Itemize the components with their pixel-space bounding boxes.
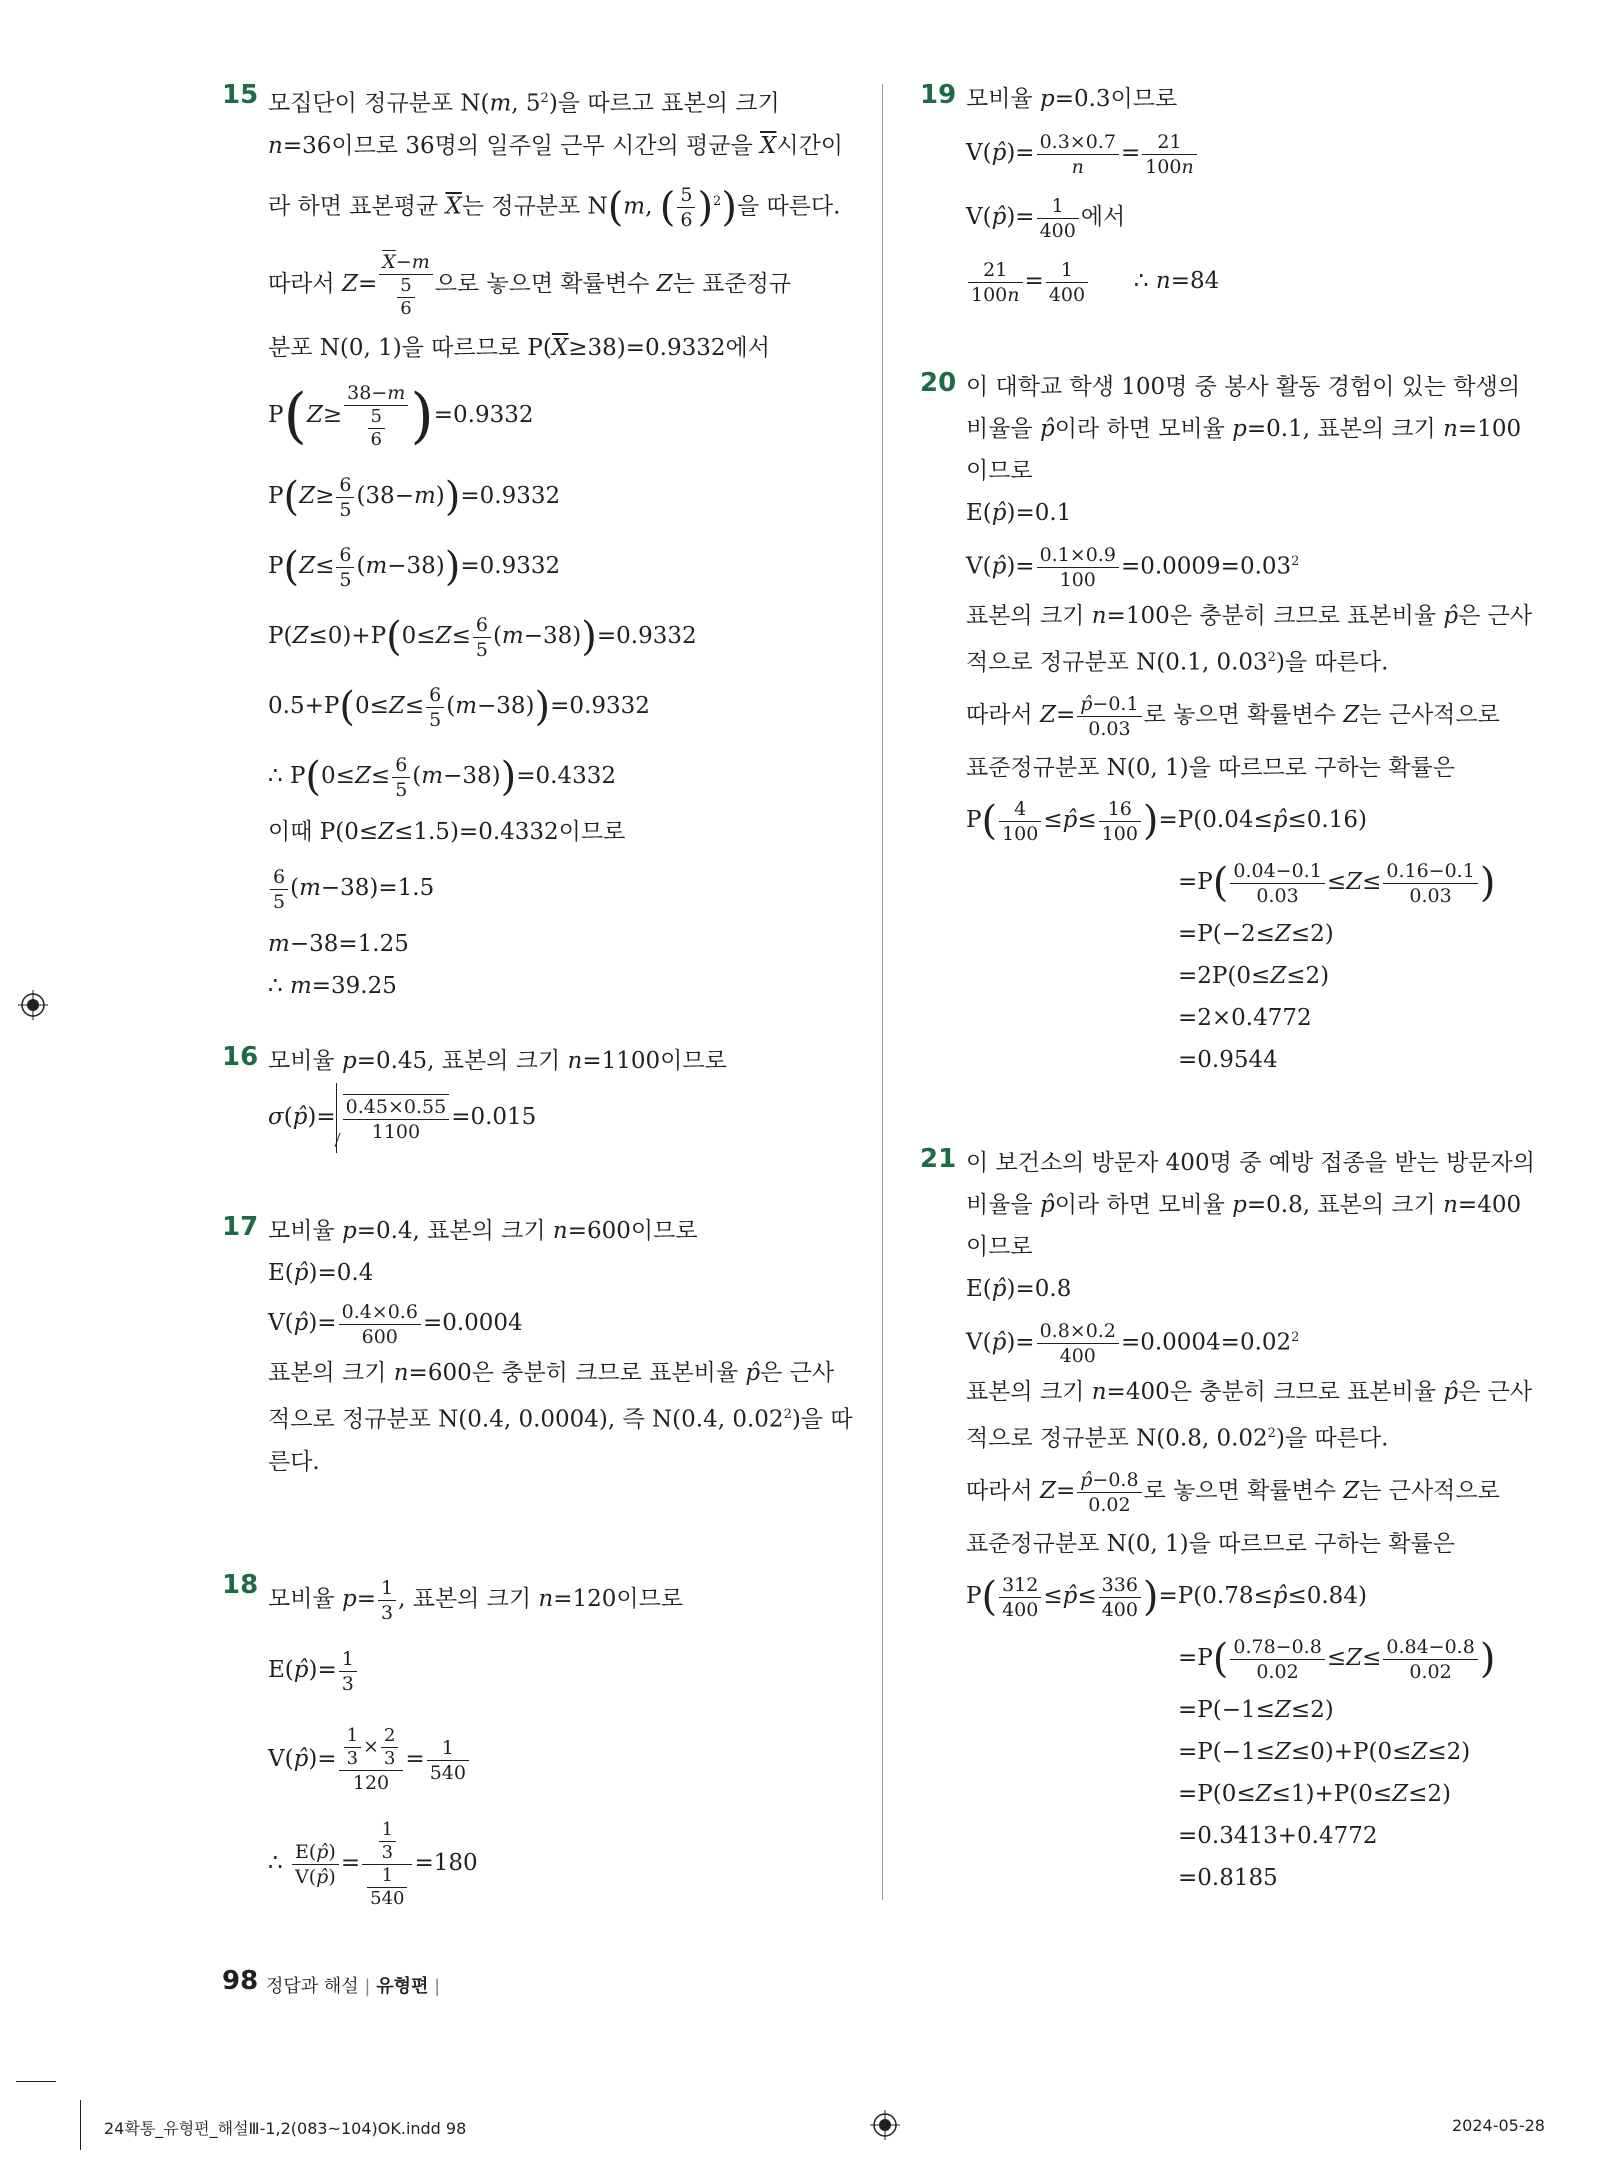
- solution-line: V(p̂)= $\frac{0.4\times 0.6}{600}$ =0.0004: [268, 1300, 523, 1348]
- solution-line: 적으로 정규분포 N(0.8, 0.02$^2$)을 따른다.: [966, 1425, 1389, 1452]
- problem-body: [966, 78, 1566, 314]
- solution-line: V(p̂)= $\frac{0.1\times 0.9}{100}$ $=0.0009=0.03^2$: [966, 544, 1300, 592]
- problem-number: 21: [920, 1144, 957, 1174]
- crop-mark: [16, 2081, 56, 2082]
- solution-line: 이 대학교 학생 100명 중 봉사 활동 경험이 있는 학생의: [966, 374, 1521, 400]
- solution-line: =P(−1≤Z≤0)+P(0≤Z≤2): [1178, 1739, 1471, 1766]
- solution-line: 이므로: [966, 458, 1033, 484]
- solution-line: E(p̂)=0.1: [966, 500, 1072, 526]
- problem-number: 19: [920, 80, 957, 110]
- problem-number: 17: [222, 1212, 259, 1242]
- problem-number: 20: [920, 368, 957, 398]
- solution-line: 적으로 정규분포 N(0.4, 0.0004), 즉 N(0.4, 0.02$^2$)을 따: [268, 1406, 853, 1433]
- solution-line: E(p̂)=0.4: [268, 1260, 374, 1286]
- problem-body: [268, 78, 868, 1007]
- solution-line: =0.3413+0.4772: [1178, 1823, 1378, 1850]
- solution-line: =2P(0≤Z≤2): [1178, 963, 1330, 990]
- solution-line: 른다.: [268, 1448, 320, 1475]
- solution-line: P(Z≥ $\frac{38-m}{\frac{5}{6}}$ )=0.9332: [268, 381, 534, 452]
- solution-line: 표본의 크기 n=100은 충분히 크므로 표본비율 p̂은 근사: [966, 602, 1533, 629]
- problem-body: [268, 1568, 868, 1918]
- page-number: 98: [222, 1966, 259, 1996]
- solution-line: 따라서 Z= $\frac{\overline{X}-m}{\frac{5}{6}}$ 으로 놓으면 확률변수 Z는 표준정규: [268, 251, 792, 320]
- solution-line: 모비율 p=0.4, 표본의 크기 n=600이므로: [268, 1218, 698, 1244]
- solution-line: m−38=1.25: [268, 931, 409, 958]
- solution-line: ∴ $\frac{E(p̂)}{V(p̂)}$ = $\frac{\frac{1}{3}}{\frac{1}{540}}$ =180: [268, 1818, 478, 1909]
- part-separator: |: [434, 1976, 441, 1997]
- problem-number: 15: [222, 80, 259, 110]
- solution-line: V(p̂)= $\frac{1}{400}$ 에서: [966, 194, 1126, 242]
- solution-line: =0.9544: [1178, 1047, 1278, 1074]
- problem-body: [268, 1040, 868, 1153]
- solution-line: P( $\frac{4}{100}$ ≤p̂≤ $\frac{16}{100}$ )=P(0.04≤p̂≤0.16): [966, 797, 1367, 845]
- solution-line: 표본의 크기 n=600은 충분히 크므로 표본비율 p̂은 근사: [268, 1360, 835, 1386]
- solution-line: ∴ P(0≤Z≤ $\frac{6}{5}$ (m−38))=0.4332: [268, 753, 616, 801]
- solution-line: =P( $\frac{0.04-0.1}{0.03}$ ≤Z≤ $\frac{0.16-0.1}{0.03}$ ): [1178, 859, 1496, 907]
- problem-number: 16: [222, 1042, 259, 1072]
- solution-line: P(Z≤ $\frac{6}{5}$ (m−38))=0.9332: [268, 543, 561, 591]
- solution-line: σ(p̂)= $\frac{0.45\times 0.55}{1100}$ =0.015: [268, 1082, 868, 1153]
- solution-line: 표준정규분포 N(0, 1)을 따르므로 구하는 확률은: [966, 1531, 1455, 1558]
- solution-line: 라 하면 표본평균 $\overline{X}$는 정규분포 N(m, ( $\frac{5}{6}$ )$^2$)을 따른다.: [268, 183, 841, 231]
- solution-line: 비율을 p̂이라 하면 모비율 p=0.8, 표본의 크기 n=400: [966, 1192, 1522, 1218]
- crop-mark: [80, 2100, 81, 2150]
- solution-line: P( $\frac{312}{400}$ ≤p̂≤ $\frac{336}{400}$ )=P(0.78≤p̂≤0.84): [966, 1573, 1367, 1621]
- solution-line: 이므로: [966, 1234, 1033, 1260]
- problem-body: [966, 1142, 1566, 1899]
- solution-line: 모비율 p=0.45, 표본의 크기 n=1100이므로: [268, 1048, 727, 1074]
- solution-line: V(p̂)= $\frac{0.3\times 0.7}{n}$ = $\frac{21}{100n}$: [966, 120, 1566, 186]
- solution-line: V(p̂)= $\frac{0.8\times 0.2}{400}$ $=0.0004=0.02^2$: [966, 1320, 1300, 1368]
- solution-line: 따라서 Z= $\frac{p̂-0.8}{0.02}$ 로 놓으면 확률변수 Z는 근사적으로: [966, 1468, 1500, 1516]
- solution-line: 모비율 p=0.3이므로: [966, 86, 1178, 112]
- registration-mark-icon: [18, 990, 48, 1020]
- solution-line: P(Z≤0)+P(0≤Z≤ $\frac{6}{5}$ (m−38))=0.9332: [268, 613, 697, 661]
- problem-body: [966, 366, 1566, 1081]
- solution-line: =2×0.4772: [1178, 1005, 1312, 1032]
- solution-line: $\frac{6}{5}$ (m−38)=1.5: [268, 853, 868, 923]
- solution-line: 따라서 Z= $\frac{p̂-0.1}{0.03}$ 로 놓으면 확률변수 Z는 근사적으로: [966, 692, 1500, 740]
- solution-line: 이때 P(0≤Z≤1.5)=0.4332이므로: [268, 819, 626, 846]
- solution-line: 적으로 정규분포 N(0.1, 0.03$^2$)을 따른다.: [966, 649, 1389, 676]
- part-label: 유형편: [376, 1976, 429, 1997]
- solution-line: V(p̂)= $\frac{1}{3}$ × $\frac{2}{3}$ 120 = $\frac{1}{540}$: [268, 1710, 868, 1808]
- solution-line: E(p̂)=0.8: [966, 1276, 1072, 1302]
- solution-line: 표본의 크기 n=400은 충분히 크므로 표본비율 p̂은 근사: [966, 1378, 1533, 1405]
- solution-line: 모집단이 정규분포 N(m, $5^2$)을 따르고 표본의 크기: [268, 90, 780, 117]
- solution-line: ∴ m=39.25: [268, 973, 397, 1000]
- solution-line: 이 보건소의 방문자 400명 중 예방 접종을 받는 방문자의: [966, 1150, 1535, 1176]
- print-file-info: 24확통_유형편_해설Ⅲ-1,2(083~104)OK.indd 98: [104, 2119, 467, 2138]
- solution-line: 분포 N(0, 1)을 따르므로 $P(\overline{X}\ge 38)=0.9332$에서: [268, 335, 770, 362]
- problem-body: [268, 1210, 868, 1483]
- footer-section-label: [266, 1972, 440, 1998]
- solution-line: $\frac{21}{100n}$ = $\frac{1}{400}$ ∴ n=84: [966, 248, 1566, 314]
- solution-line: =P(−1≤Z≤2): [1178, 1697, 1334, 1724]
- solution-line: P(Z≥ $\frac{6}{5}$ (38−m))=0.9332: [268, 473, 561, 521]
- registration-mark-icon: [870, 2110, 900, 2140]
- solution-line: =P( $\frac{0.78-0.8}{0.02}$ ≤Z≤ $\frac{0.84-0.8}{0.02}$ ): [1178, 1635, 1496, 1683]
- solution-line: =P(0≤Z≤1)+P(0≤Z≤2): [1178, 1781, 1451, 1808]
- solution-line: 모비율 p= $\frac{1}{3}$ , 표본의 크기 n=120이므로: [268, 1576, 684, 1624]
- solution-line: =P(−2≤Z≤2): [1178, 921, 1334, 948]
- solution-line: 비율을 p̂이라 하면 모비율 p=0.1, 표본의 크기 n=100: [966, 416, 1522, 442]
- solution-line: 표준정규분포 N(0, 1)을 따르므로 구하는 확률은: [966, 755, 1455, 782]
- column-divider: [882, 84, 883, 1900]
- problem-number: 18: [222, 1570, 259, 1600]
- solution-line: 0.5+P(0≤Z≤ $\frac{6}{5}$ (m−38))=0.9332: [268, 683, 650, 731]
- print-date: 2024-05-28: [1452, 2116, 1545, 2135]
- section-label: 정답과 해설: [266, 1976, 359, 1997]
- solution-line: E(p̂)= $\frac{1}{3}$: [268, 1630, 868, 1710]
- section-separator: |: [364, 1976, 371, 1997]
- solution-line: =0.8185: [1178, 1865, 1278, 1892]
- solution-line: n=36이므로 36명의 일주일 근무 시간의 평균을 $\overline{X}$시간이: [268, 132, 844, 159]
